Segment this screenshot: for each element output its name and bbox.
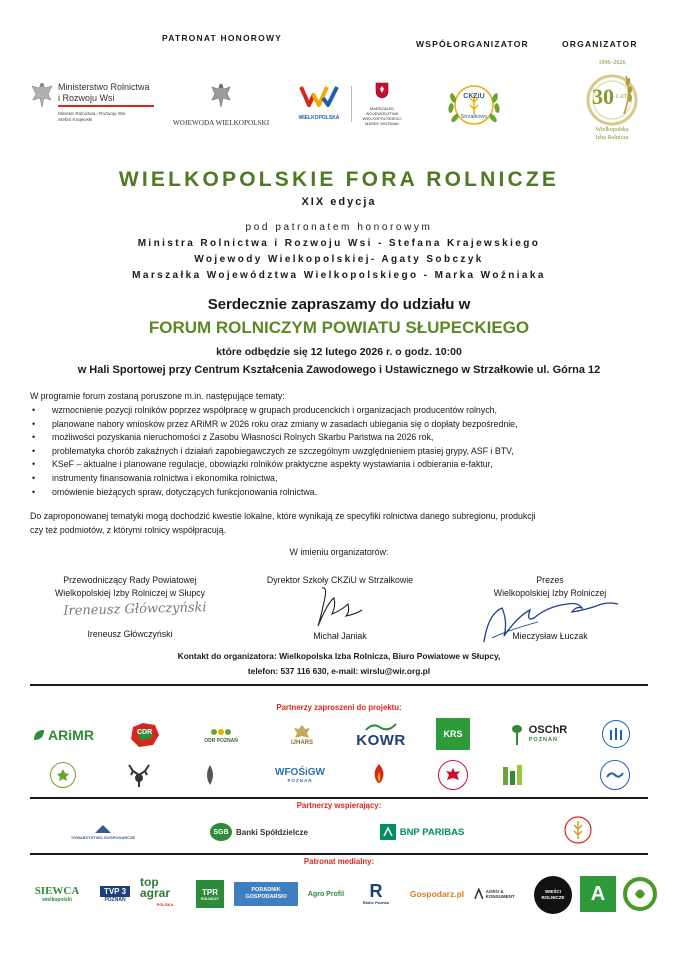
cdr-text: CDR	[137, 729, 153, 736]
kowr-wave-icon	[365, 722, 397, 732]
topagrar-text: top agrar	[140, 874, 171, 900]
edition-subtitle: XIX edycja	[301, 196, 377, 208]
list-item	[30, 404, 650, 418]
poradnik-logo	[234, 882, 298, 906]
emblem-wreath-logo	[50, 762, 76, 788]
gospodarz-text: Gospodarz.pl	[409, 889, 465, 899]
odr-text: ODR POZNAŃ	[204, 738, 238, 744]
wielkopolska-logo	[290, 84, 348, 124]
agrokonsument-text: AGRO & KONSUMENT	[485, 889, 515, 899]
swirl-icon	[623, 877, 657, 911]
media-partners-title: Patronat medialny:	[303, 857, 375, 866]
institute-emblem-logo	[602, 720, 630, 748]
wojewoda-logo	[165, 82, 277, 130]
tpr-text: TPR	[202, 887, 218, 897]
on-behalf-label: W imieniu organizatorów:	[289, 547, 389, 557]
left-signatory-name: Ireneusz Główczyński	[87, 629, 173, 639]
bullet-icon: •	[32, 418, 36, 429]
wiesci-rolnicze-logo	[534, 876, 572, 914]
bullet-icon: •	[32, 486, 36, 497]
radio-letter: R	[369, 880, 383, 901]
ministry-red-line	[58, 105, 154, 107]
sgb-badge: SGB	[210, 823, 232, 841]
left-role-line2: Wielkopolskiej Izby Rolniczej w Słupcy	[54, 588, 206, 598]
ministry-name-line2: i Rozwoju Wsi	[58, 93, 115, 103]
ckziu-wreath-icon	[445, 76, 503, 134]
wielkopolska-w-icon	[299, 84, 339, 108]
topic-text: problematyka chorób zakaźnych i działań zapobiegawczych ze szczególnym uwzględnieniem ptasiej grypy, ASF i BTV,	[52, 445, 514, 456]
supporting-separator	[30, 853, 648, 855]
grain-seal-icon	[563, 815, 593, 845]
wir-30-logo	[572, 60, 652, 150]
a-letter-text: A	[590, 882, 606, 905]
wiesci-text: WIEŚCI ROLNICZE	[541, 889, 565, 900]
poradnik-text: PORADNIK GOSPODARSKI	[245, 887, 287, 900]
tvp3-logo	[94, 880, 136, 908]
oschr-logo	[498, 720, 578, 750]
wfosigw-sub: POZNAŃ	[287, 778, 313, 783]
radio-poznan-logo	[362, 874, 390, 912]
topic-text: instrumenty finansowania rolnictwa i ekonomika rolnictwa,	[52, 472, 278, 483]
agroprofil-text: Agro Profil	[307, 890, 345, 898]
bullet-icon: •	[32, 405, 36, 415]
ijhars-logo	[280, 720, 324, 750]
patronat-label: PATRONAT HONOROWY	[162, 33, 283, 43]
wspolorganizator-label: WSPÓŁORGANIZATOR	[416, 39, 529, 49]
list-item	[30, 458, 650, 472]
patronage-minister: Ministra Rolnictwa i Rozwoju Wsi - Stefana Krajewskiego	[137, 238, 541, 249]
contact-line2: telefon: 537 116 630, e-mail: wirslu@wir.org.pl	[247, 666, 431, 676]
kowr-text: KOWR	[356, 731, 406, 749]
arimr-text: ARiMR	[48, 727, 94, 743]
supporting-partners-title: Partnerzy wspierający:	[296, 801, 382, 810]
column-emblem-icon	[608, 726, 624, 742]
ministry-logo	[30, 78, 155, 130]
krs-text: KRS	[443, 729, 463, 739]
list-item	[30, 472, 650, 486]
ckziu-logo	[445, 76, 503, 134]
topic-text: KSeF – aktualne i planowane regulacje, obowiązki rolników praktyczne aspekty wystawiania i odbierania e-faktur,	[52, 459, 493, 470]
oschr-plant-icon	[509, 724, 525, 746]
sgb-text: Banki Spółdzielcze	[235, 827, 309, 837]
left-role-line1: Przewodniczący Rady Powiatowej	[63, 575, 197, 585]
gospodarz-logo	[404, 882, 470, 906]
topic-text: omówienie bieżących spraw, dotyczących funkcjonowania rolnictwa.	[52, 486, 318, 497]
ak-a-icon	[474, 888, 484, 900]
ministry-name-line1: Ministerstwo Rolnictwa	[58, 82, 150, 92]
agency-green-logo	[500, 762, 526, 788]
deer-emblem-logo	[124, 760, 154, 790]
tg-text: TOWARZYSTWO GOSPODARCZE	[70, 834, 136, 840]
ckziu-top-text: CKZiU	[463, 93, 485, 100]
odr-dots-icon	[210, 726, 232, 738]
agroprofil-logo	[302, 882, 350, 906]
krs-logo	[436, 718, 470, 750]
topic-text: wzmocnienie pozycji rolników poprzez współpracę w grupach producenckich i organizacjach producentów rolnych,	[52, 405, 497, 415]
bnp-stars-icon	[380, 824, 396, 840]
wir-30-number: 30	[592, 84, 614, 109]
eagle-seal-logo	[438, 760, 468, 790]
bnp-logo	[372, 820, 472, 844]
invited-separator	[30, 797, 648, 799]
tg-logo	[68, 816, 138, 846]
flame-icon	[370, 762, 388, 788]
main-title: WIELKOPOLSKIE FORA ROLNICZE	[118, 168, 560, 191]
wir-name-line2: Izba Rolnicza	[595, 135, 629, 141]
eagle-icon	[30, 80, 54, 110]
list-item	[30, 445, 650, 459]
blue-circle-logo	[600, 760, 630, 790]
wreath-icon	[56, 768, 70, 782]
topic-list	[30, 404, 650, 499]
agrokonsument-logo	[474, 882, 532, 906]
event-date: które odbędzie się 12 lutego 2026 r. o godz. 10:00	[216, 346, 462, 358]
topagrar-logo	[140, 874, 190, 908]
wir-lat: LAT	[616, 94, 627, 100]
tpr-sub: ROLNICZY	[201, 896, 219, 901]
middle-signatory-name: Michał Janiak	[313, 631, 367, 641]
wave-icon	[606, 769, 624, 781]
right-role-line1: Prezes	[536, 575, 564, 585]
left-handwritten-signature: Ireneusz Główczyński	[63, 600, 207, 619]
marszalek-line1: MARSZAŁEK	[369, 106, 395, 111]
patronage-wojewoda: Wojewody Wielkopolskiej- Agaty Sobczyk	[194, 254, 484, 265]
invitation-line: Serdecznie zapraszamy do udziału w	[207, 296, 471, 313]
wir-years: 1996–2026	[598, 60, 626, 66]
invited-partners-title: Partnerzy zaproszeni do projektu:	[276, 703, 402, 712]
odr-logo	[198, 720, 244, 750]
fire-service-logo	[368, 760, 390, 790]
marszalek-logo	[356, 82, 408, 130]
marszalek-line3: WIELKOPOLSKIEGO	[362, 116, 402, 121]
grain-seal-logo	[562, 814, 594, 846]
siewca-sub: wielkopolski	[42, 897, 72, 903]
bnp-text: BNP PARIBAS	[399, 826, 465, 838]
green-swirl-logo	[622, 876, 658, 912]
siewca-text: SIEWCA	[34, 885, 80, 897]
contact-line1: Kontakt do organizatora: Wielkopolska Izba Rolnicza, Biuro Powiatowe w Słupcy,	[177, 651, 501, 661]
cdr-logo	[128, 720, 162, 750]
patronage-intro: pod patronatem honorowym	[245, 222, 433, 233]
topic-text: planowane nabory wniosków przez ARiMR w 2026 roku oraz zmiany w zasadach ubiegania się o dopłaty bezpośrednie,	[52, 418, 518, 429]
list-item	[30, 431, 650, 445]
wfosigw-logo	[270, 762, 330, 788]
event-location: w Hali Sportowej przy Centrum Kształcenia Zawodowego i Ustawicznego w Strzałkowie ul. Górna 12	[77, 364, 601, 376]
radio-sub: Radio Poznań	[362, 899, 390, 905]
program-closing-line2: czy też podmiotów, z którymi rolnicy współpracują.	[30, 525, 227, 535]
leaf-emblem-icon	[202, 763, 218, 787]
tvp3-text: TVP 3	[100, 886, 130, 897]
wojewoda-text: WOJEWODA WIELKOPOLSKI	[172, 119, 270, 127]
eagle-icon	[444, 766, 462, 784]
bullet-icon: •	[32, 432, 36, 443]
wir-name-line1: Wielkopolska	[595, 127, 629, 133]
logo-divider	[351, 86, 352, 122]
oschr-text: OSChR	[528, 724, 568, 736]
arimr-leaf-icon	[32, 728, 46, 742]
tg-emblem-icon	[93, 823, 113, 835]
shield-icon	[375, 82, 389, 99]
program-intro: W programie forum zostaną poruszone m.in. następujące tematy:	[30, 391, 285, 401]
list-item	[30, 486, 650, 500]
a-letter-logo	[580, 876, 616, 912]
middle-role: Dyrektor Szkoły CKZiU w Strzałkowie	[266, 575, 414, 585]
ministry-sub-line1: Minister Rolnictwa i Rozwoju Wsi	[58, 111, 126, 116]
signature-left	[20, 574, 240, 600]
deer-icon	[125, 761, 153, 789]
ijhars-text: IJHARS	[290, 740, 313, 746]
list-item	[30, 418, 650, 432]
ijhars-eagle-icon	[293, 724, 311, 740]
marszalek-line2: WOJEWÓDZTWA	[365, 111, 399, 116]
organizator-label: ORGANIZATOR	[562, 39, 638, 49]
kowr-logo	[352, 718, 410, 752]
contact-separator	[30, 684, 648, 686]
topagrar-sub: POLSKA	[156, 901, 174, 907]
bullet-icon: •	[32, 445, 36, 456]
arimr-logo	[28, 722, 98, 748]
bullet-icon: •	[32, 472, 36, 483]
program-closing-line1: Do zaproponowanej tematyki mogą dochodzić kwestie lokalne, które wynikają ze specyfiki rolnictwa danego subregionu, produkcji	[30, 511, 536, 521]
bullet-icon: •	[32, 459, 36, 470]
eagle-icon	[210, 82, 232, 110]
ckziu-bottom-text: Strzałkowo	[460, 114, 488, 120]
inspection-logo	[200, 760, 240, 790]
forum-name: FORUM ROLNICZYM POWIATU SŁUPECKIEGO	[148, 318, 530, 337]
marszalek-line4: MAREK WOŹNIAK	[364, 121, 399, 126]
tvp3-sub: POZNAŃ	[104, 896, 126, 903]
right-role-line2: Wielkopolskiej Izby Rolniczej	[493, 588, 607, 598]
sgb-logo	[204, 820, 314, 844]
topic-text: możliwości pozyskania nieruchomości z Zasobu Własności Rolnych Skarbu Państwa na 2026 rok,	[52, 432, 434, 443]
ministry-sub-line2: Stefan Krajewski	[58, 116, 93, 122]
middle-signature-drawing	[300, 584, 370, 634]
patronage-marszalek: Marszałka Województwa Wielkopolskiego - Marka Woźniaka	[132, 270, 546, 281]
right-signatory-name: Mieczysław Łuczak	[512, 631, 588, 641]
tpr-logo	[196, 880, 224, 908]
siewca-logo	[28, 880, 86, 908]
oschr-sub: POZNAŃ	[528, 737, 558, 743]
green-bars-icon	[501, 763, 525, 787]
wfosigw-text: WFOŚiGW	[275, 767, 325, 778]
wielkopolska-text: WIELKOPOLSKA	[298, 115, 340, 121]
